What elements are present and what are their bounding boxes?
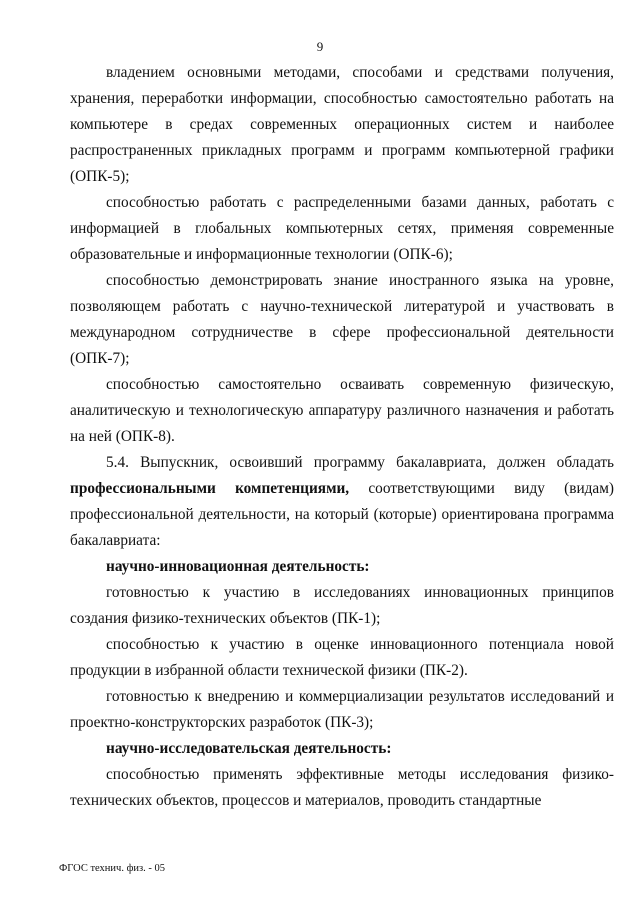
paragraph-opk-6: способностью работать с распределенными базами данных, работать с информацией в глобальных компьютерных сетях, применяя современные образовательные и информационные технологии (ОПК-6);	[70, 194, 614, 263]
paragraph-opk-8: способностью самостоятельно осваивать современную физическую, аналитическую и технологическую аппаратуру различного назначения и работать на ней (ОПК-8).	[70, 376, 614, 445]
heading-innovation: научно-инновационная деятельность:	[106, 558, 370, 575]
section-5-4-rest: соответствующими виду (видам) профессиональной деятельности, на который (которые) ориентирована программа бакалавриата:	[70, 480, 614, 549]
document-body	[70, 60, 614, 814]
paragraph-pk-1: готовностью к участию в исследованиях инновационных принципов создания физико-технических объектов (ПК-1);	[70, 584, 614, 627]
paragraph-research-1: способностью применять эффективные методы исследования физико-технических объектов, процессов и материалов, проводить стандартные	[70, 766, 614, 809]
paragraph-opk-5: владением основными методами, способами и средствами получения, хранения, переработки информации, способностью самостоятельно работать на компьютере в средах современных операционных систем и наиболее распространенных прикладных программ и программ компьютерной графики (ОПК-5);	[70, 64, 614, 185]
paragraph-opk-7: способностью демонстрировать знание иностранного языка на уровне, позволяющем работать с научно-технической литературой и участвовать в международном сотрудничестве в сфере профессиональной деятельности (ОПК-7);	[70, 272, 614, 367]
heading-research: научно-исследовательская деятельность:	[106, 740, 392, 757]
section-5-4-bold: профессиональными компетенциями,	[70, 480, 350, 497]
footer-label: ФГОС технич. физ. - 05	[59, 863, 166, 874]
section-5-4-intro: 5.4. Выпускник, освоивший программу бакалавриата, должен обладать	[106, 454, 614, 471]
paragraph-pk-3: готовностью к внедрению и коммерциализации результатов исследований и проектно-конструкторских разработок (ПК-3);	[70, 688, 614, 731]
page-number: 9	[316, 39, 324, 54]
paragraph-section-5-4	[70, 450, 614, 554]
paragraph-pk-2: способностью к участию в оценке инновационного потенциала новой продукции в избранной области технической физики (ПК-2).	[70, 636, 614, 679]
